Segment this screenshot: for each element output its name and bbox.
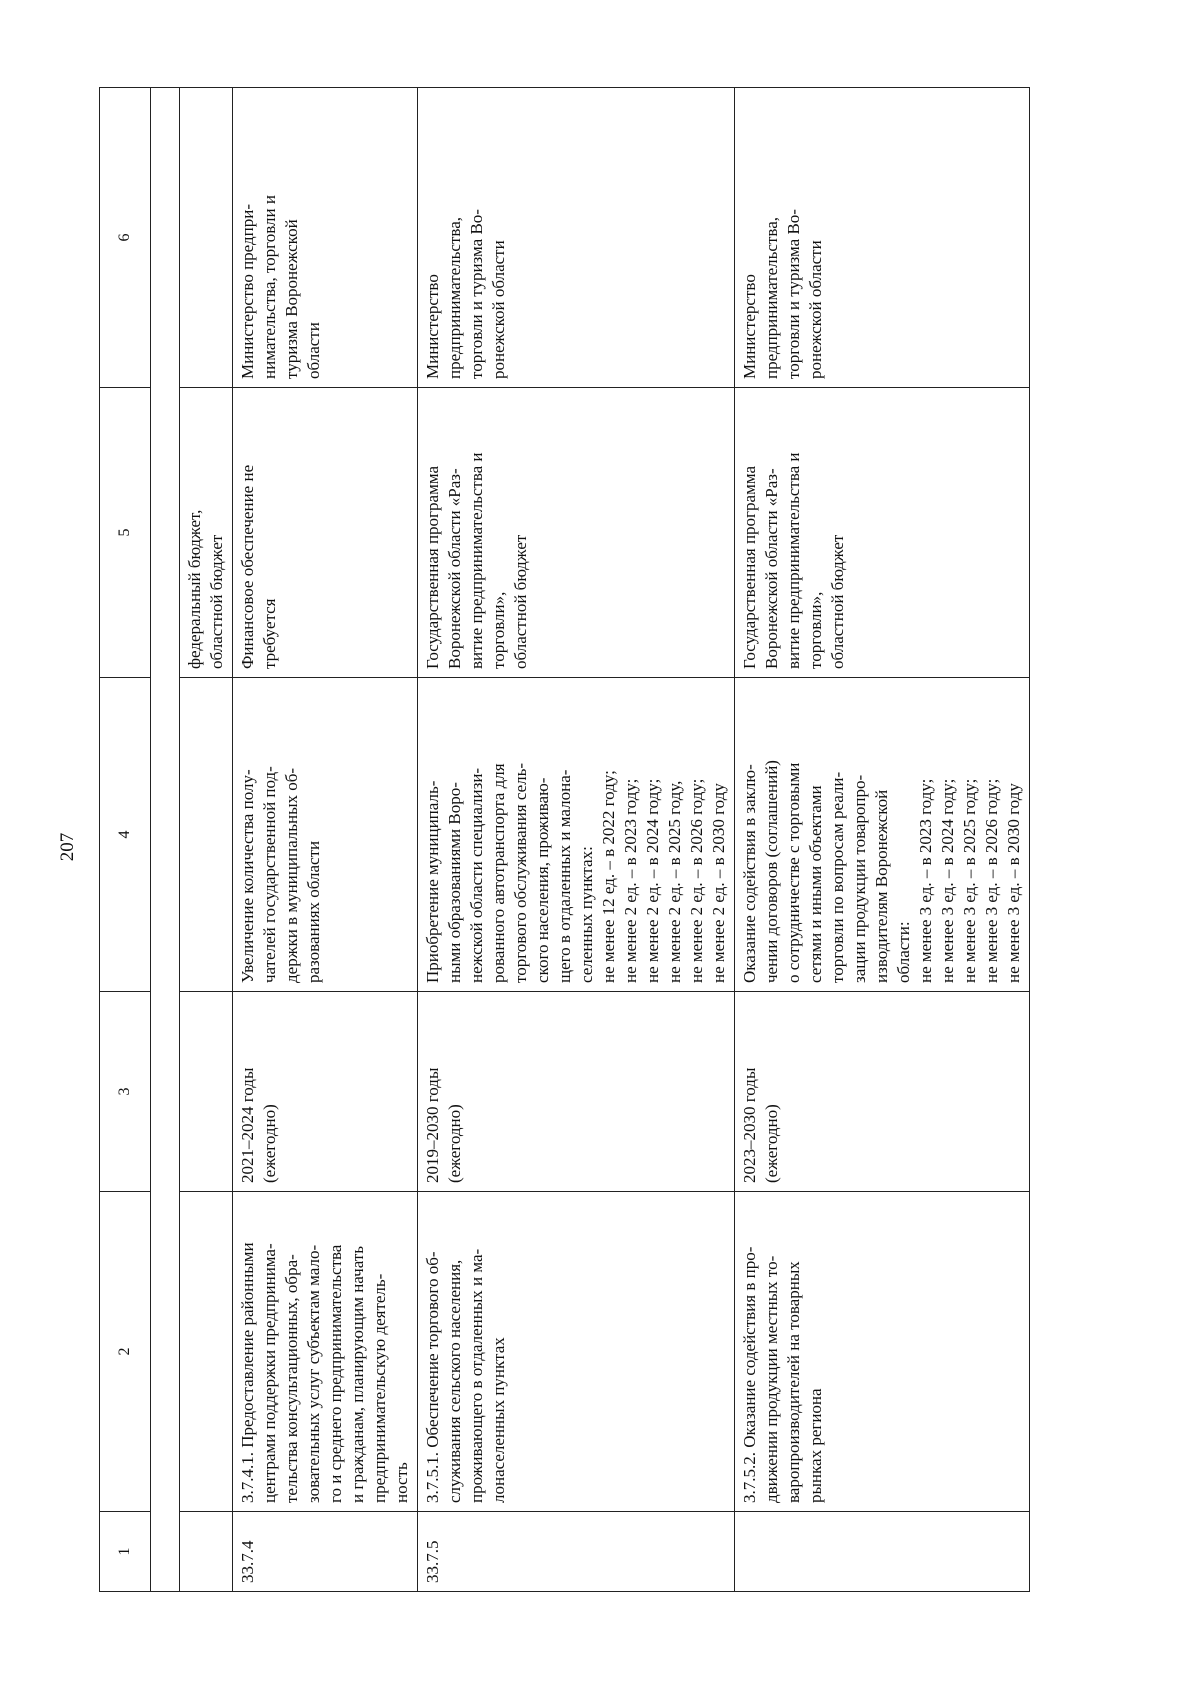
measures-table xyxy=(99,87,1030,1592)
result-line: торговли по вопросам реали- xyxy=(828,771,847,983)
result-line: не менее 3 ед. – в 2025 году; xyxy=(960,778,979,983)
measure-line: предпринимательскую деятель- xyxy=(370,1273,389,1503)
result-line: изводителям Воронежской xyxy=(872,789,891,983)
period-line: (ежегодно) xyxy=(260,1104,279,1183)
period-line: (ежегодно) xyxy=(762,1104,781,1183)
executor-line: ронежской области xyxy=(806,240,825,379)
funding-line: витие предпринимательства и xyxy=(467,452,486,669)
period-line: 2023–2030 годы xyxy=(740,1067,759,1183)
continuation-funding-line: областной бюджет xyxy=(207,534,226,669)
result-line: не менее 3 ед. – в 2026 году; xyxy=(982,778,1001,983)
result-line: ского населения, проживаю- xyxy=(533,777,552,983)
funding-cell xyxy=(418,388,735,678)
result-line: сетями и иными объектами xyxy=(806,785,825,983)
result-line: области: xyxy=(894,921,913,983)
funding-line: требуется xyxy=(260,598,279,669)
result-line: не менее 3 ед. – в 2030 году xyxy=(1004,783,1023,983)
executor-line: ронежской области xyxy=(489,240,508,379)
executor-cell xyxy=(735,88,1030,388)
continuation-funding-line: федеральный бюджет, xyxy=(185,509,204,669)
period-cell xyxy=(418,992,735,1192)
funding-line: торговли», xyxy=(489,591,508,669)
funding-line: торговли», xyxy=(806,591,825,669)
result-line: Оказание содействия в заклю- xyxy=(740,764,759,983)
funding-line: областной бюджет xyxy=(828,534,847,669)
period-cell xyxy=(233,992,418,1192)
executor-line: предпринимательства, xyxy=(445,217,464,379)
header-col-1: 1 xyxy=(100,1512,151,1592)
period-line: 2019–2030 годы xyxy=(423,1067,442,1183)
measure-line: 3.7.4.1. Предоставление районными xyxy=(238,1242,257,1503)
executor-line: туризма Воронежской xyxy=(282,219,301,379)
period-line: 2021–2024 годы xyxy=(238,1067,257,1183)
result-line: ными образованиями Воро- xyxy=(445,782,464,983)
period-line: (ежегодно) xyxy=(445,1104,464,1183)
funding-line: витие предпринимательства и xyxy=(784,452,803,669)
funding-line: Государственная программа xyxy=(740,465,759,669)
measure-line: и гражданам, планирующим начать xyxy=(348,1245,367,1503)
header-col-4: 4 xyxy=(100,678,151,992)
result-line: не менее 3 ед. – в 2023 году; xyxy=(916,778,935,983)
result-line: не менее 2 ед. – в 2030 году xyxy=(709,783,728,983)
funding-line: Финансовое обеспечение не xyxy=(238,464,257,669)
result-line: торгового обслуживания сель- xyxy=(511,762,530,983)
measure-cell xyxy=(418,1192,735,1512)
page-number: 207 xyxy=(57,832,78,862)
funding-line: Воронежской области «Раз- xyxy=(762,468,781,669)
executor-line: Министерство xyxy=(740,274,759,379)
result-line: Увеличение количества полу- xyxy=(238,769,257,983)
funding-cell xyxy=(233,388,418,678)
result-line: держки в муниципальных об- xyxy=(282,767,301,983)
measure-line: варопроизводителей на товарных xyxy=(784,1261,803,1503)
result-line: разованиях области xyxy=(304,840,323,983)
result-cell xyxy=(233,678,418,992)
result-line: о сотрудничестве с торговыми xyxy=(784,762,803,983)
executor-line: Министерство xyxy=(423,274,442,379)
result-line: не менее 2 ед. – в 2023 году; xyxy=(621,778,640,983)
funding-line: Воронежской области «Раз- xyxy=(445,468,464,669)
result-line: не менее 2 ед. – в 2025 году, xyxy=(665,780,684,983)
header-col-6: 6 xyxy=(100,88,151,388)
header-row xyxy=(100,88,151,1592)
funding-cell xyxy=(735,388,1030,678)
measure-line: служивания сельского населения, xyxy=(445,1259,464,1503)
header-col-5: 5 xyxy=(100,388,151,678)
result-line: не менее 2 ед. – в 2026 году; xyxy=(687,778,706,983)
result-line: зации продукции товаропро- xyxy=(850,774,869,983)
code-cell: 33.7.4 xyxy=(233,1512,418,1592)
result-line: селенных пунктах: xyxy=(577,846,596,983)
header-gap-row xyxy=(151,88,180,1592)
continuation-row xyxy=(180,88,233,1592)
header-col-2: 2 xyxy=(100,1192,151,1512)
measure-line: 3.7.5.1. Обеспечение торгового об- xyxy=(423,1251,442,1503)
executor-line: торговли и туризма Во- xyxy=(784,209,803,379)
result-line: рованного автотранспорта для xyxy=(489,763,508,983)
executor-line: нимательства, торговли и xyxy=(260,195,279,379)
executor-line: области xyxy=(304,322,323,379)
header-col-3: 3 xyxy=(100,992,151,1192)
measure-line: проживающего в отдаленных и ма- xyxy=(467,1248,486,1503)
measure-line: го и среднего предпринимательства xyxy=(326,1244,345,1503)
table-body xyxy=(233,88,1030,1592)
measure-line: тельства консультационных, обра- xyxy=(282,1254,301,1503)
result-line: не менее 3 ед. – в 2024 году; xyxy=(938,778,957,983)
result-line: не менее 12 ед. – в 2022 году; xyxy=(599,770,618,983)
rotated-table-wrapper xyxy=(99,88,1114,1592)
code-cell: 33.7.5 xyxy=(418,1512,735,1592)
table-row xyxy=(233,88,418,1592)
result-line: чении договоров (соглашений) xyxy=(762,760,781,983)
measure-line: 3.7.5.2. Оказание содействия в про- xyxy=(740,1246,759,1503)
measure-line: движении продукции местных то- xyxy=(762,1255,781,1503)
measure-line: центрами поддержки предпринима- xyxy=(260,1243,279,1503)
executor-line: Министерство предпри- xyxy=(238,204,257,379)
measure-line: лонаселенных пунктах xyxy=(489,1337,508,1503)
table-row xyxy=(735,88,1030,1592)
executor-line: торговли и туризма Во- xyxy=(467,209,486,379)
result-cell xyxy=(735,678,1030,992)
result-line: Приобретение муниципаль- xyxy=(423,780,442,983)
result-line: не менее 2 ед. – в 2024 году; xyxy=(643,778,662,983)
executor-cell xyxy=(233,88,418,388)
result-line: нежской области специализи- xyxy=(467,767,486,983)
document-sheet xyxy=(99,88,1114,1592)
measure-line: зовательных услуг субъектам мало- xyxy=(304,1244,323,1503)
executor-cell xyxy=(418,88,735,388)
continuation-funding-cell xyxy=(180,388,233,678)
measure-line: ность xyxy=(392,1462,411,1503)
table-row xyxy=(418,88,735,1592)
period-cell xyxy=(735,992,1030,1192)
code-cell xyxy=(735,1512,1030,1592)
funding-line: областной бюджет xyxy=(511,534,530,669)
executor-line: предпринимательства, xyxy=(762,217,781,379)
result-line: щего в отдаленных и малона- xyxy=(555,769,574,983)
measure-line: рынках региона xyxy=(806,1388,825,1503)
measure-cell xyxy=(233,1192,418,1512)
measure-cell xyxy=(735,1192,1030,1512)
funding-line: Государственная программа xyxy=(423,465,442,669)
result-cell xyxy=(418,678,735,992)
result-line: чателей государственной под- xyxy=(260,766,279,983)
